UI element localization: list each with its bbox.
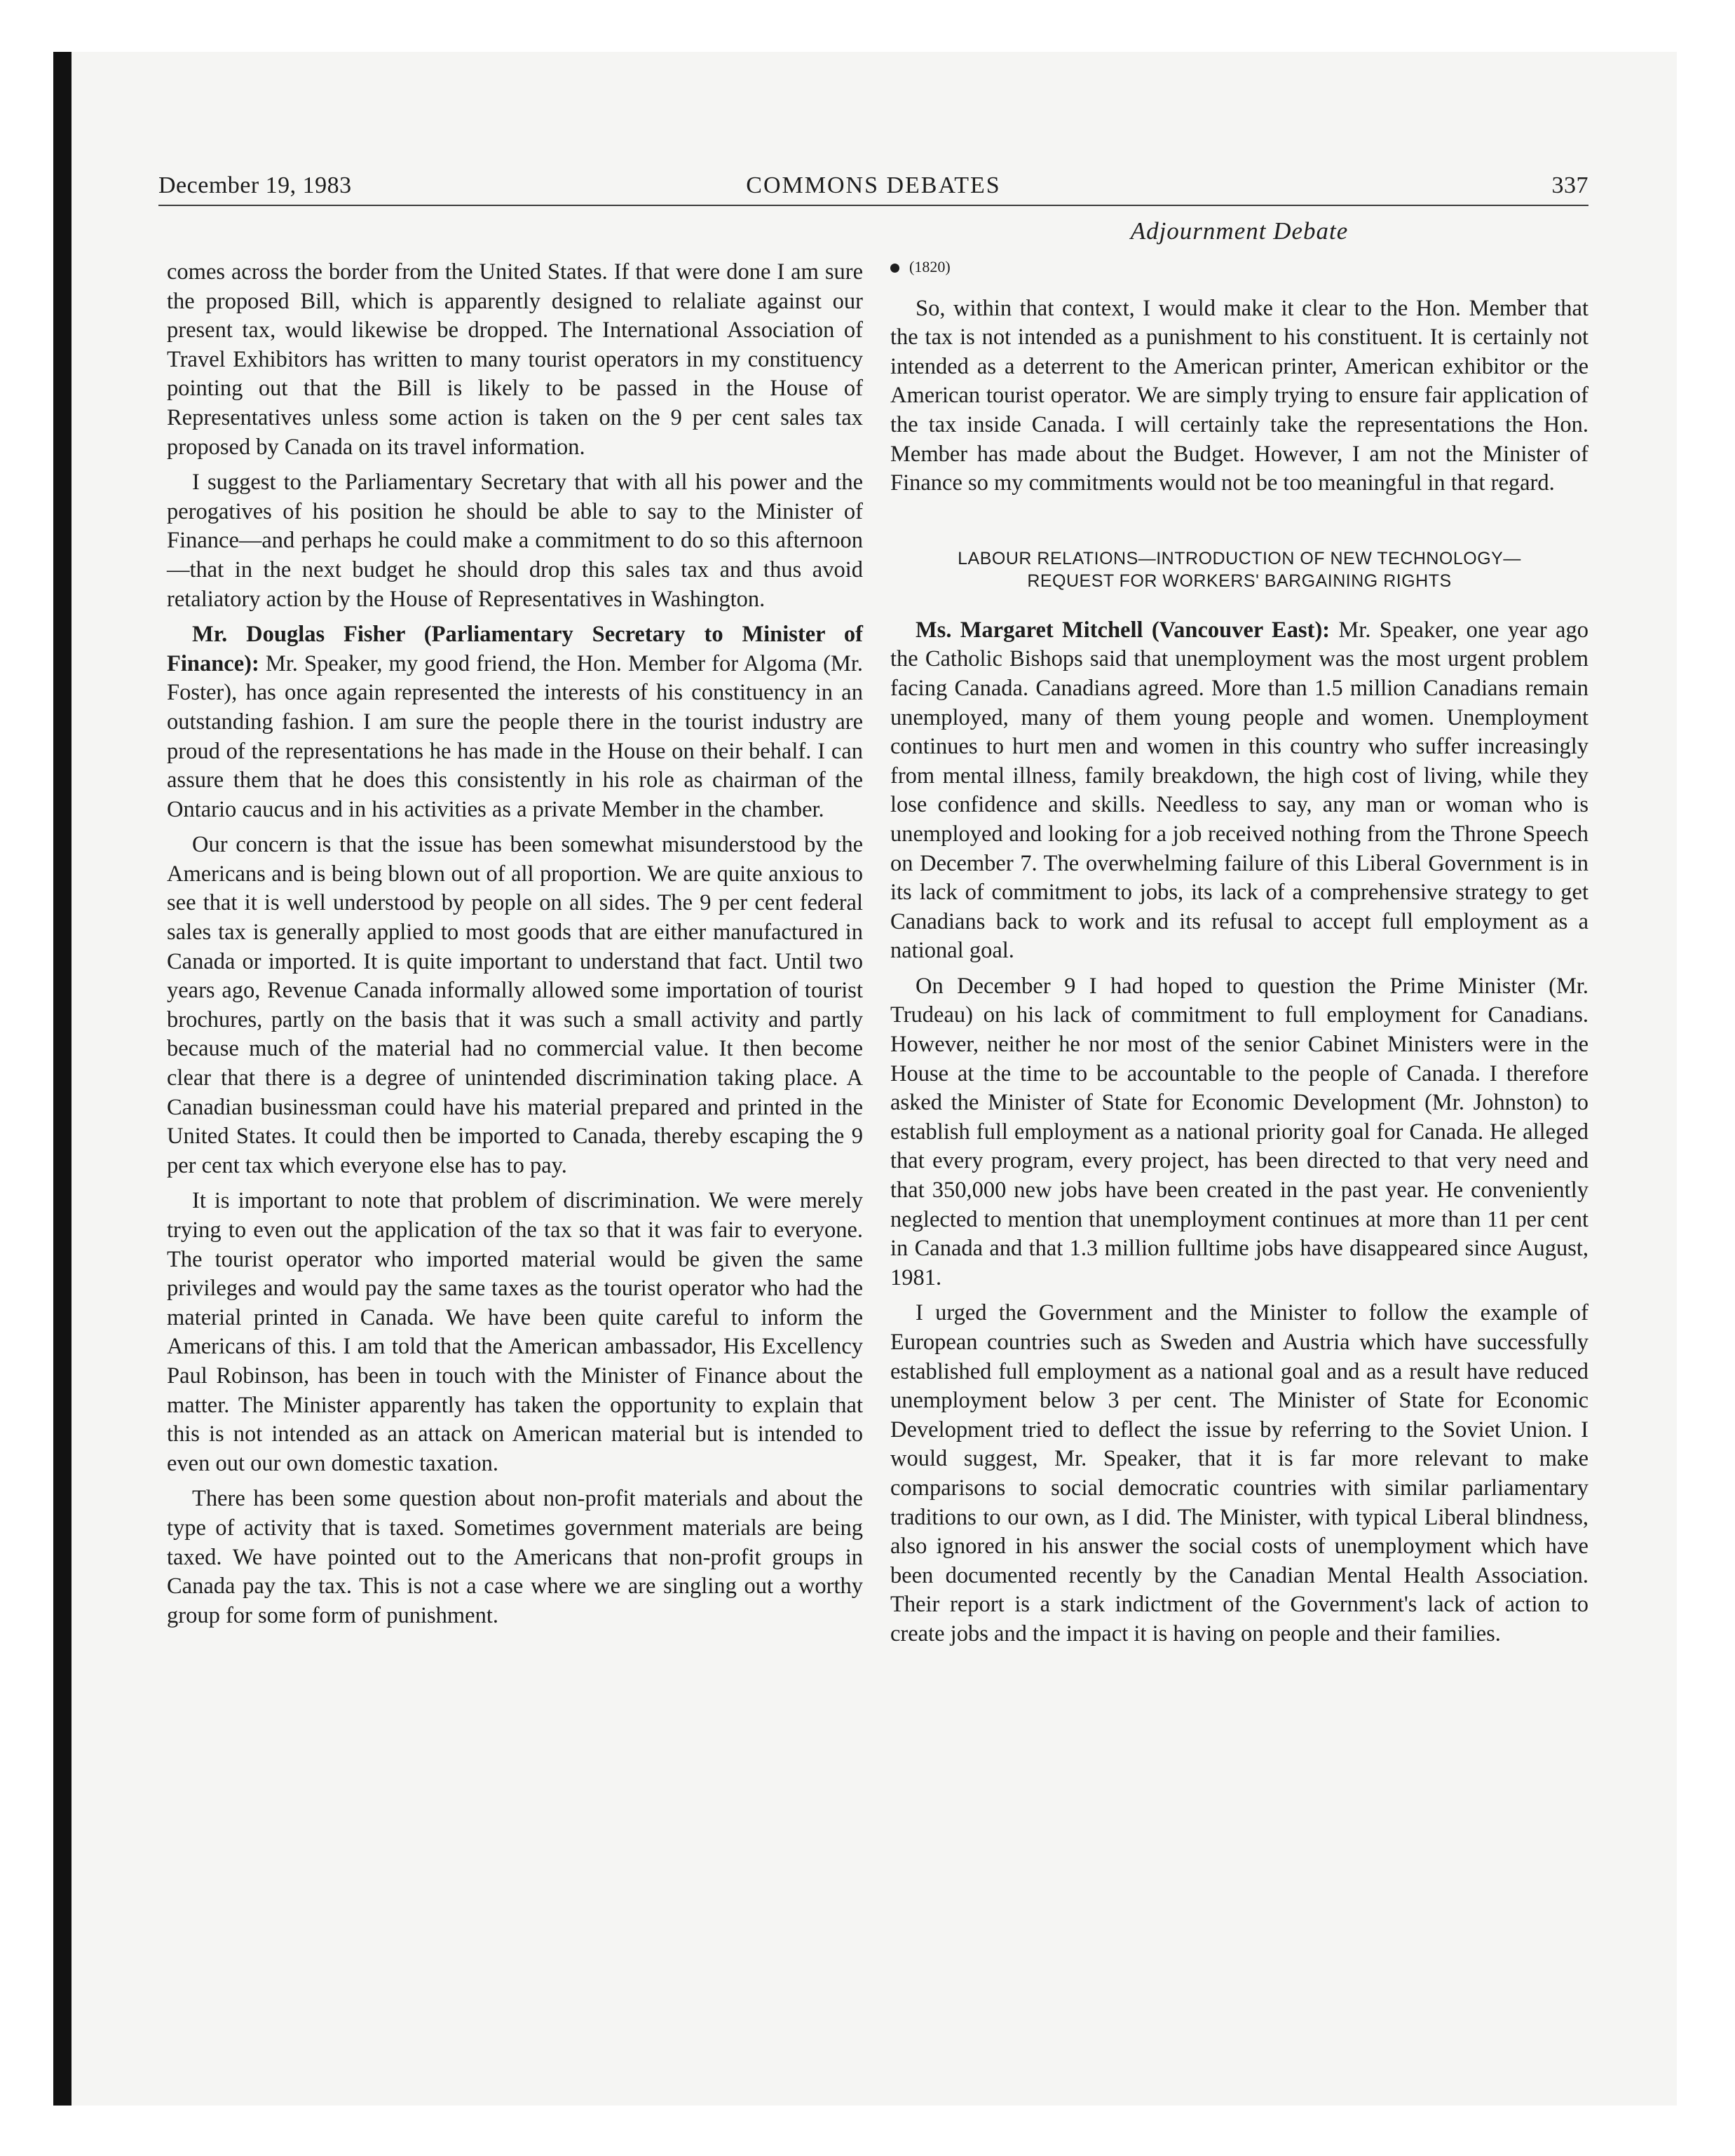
scan-edge xyxy=(53,52,72,2106)
header-date: December 19, 1983 xyxy=(158,172,352,198)
paragraph: I urged the Government and the Minister to follow the example of European countries such as Sweden and Austria which have successfully established full employment as a national goal and as a result have reduced unemployment below 3 per cent. The Minister of State for Economic Development tried to deflect the issue by referring to the Soviet Union. I would suggest, Mr. Speaker, that it is far more relevant to make comparisons to social democratic countries with similar parliamentary traditions to our own, as I did. The Minister, with typical Liberal blindness, also ignored in his answer the social costs of unemployment which have been documented recently by the Canadian Mental Health Association. Their report is a stark indictment of the Government's lack of action to create jobs and the impact it is having on people and their families. xyxy=(890,1300,1588,1646)
paragraph: On December 9 I had hoped to question the Prime Minister (Mr. Trudeau) on his lack of commitment to full employment for Canadians. However, neither he nor most of the senior Cabinet Ministers were in the House at the time to be accountable to the people of Canada. I therefore asked the Minister of State for Economic Development (Mr. Johnston) to establish full employment as a national priority goal for Canada. He alleged that every program, every project, has been directed to that very need and that 350,000 new jobs have been created in the past year. He conveniently neglected to mention that unemployment continues at more than 11 per cent in Canada and that 1.3 million fulltime jobs have disappeared since August, 1981. xyxy=(890,973,1588,1290)
paragraph: I suggest to the Parliamentary Secretary that with all his power and the perogatives of his position he should be able to say to the Minister of Finance—and perhaps he could make a commitment to do so this afternoon—that in the next budget he should drop this sales tax and thus avoid retaliatory action by the House of Representatives in Washington. xyxy=(167,470,863,612)
page-number: 337 xyxy=(1551,172,1588,198)
subject-line: REQUEST FOR WORKERS' BARGAINING RIGHTS xyxy=(1027,571,1452,591)
section-label: Adjournment Debate xyxy=(1130,217,1349,245)
speech-text: Mr. Speaker, one year ago the Catholic Bishops said that unemployment was the most urgent problem facing Canada. Canadians agreed. More than 1.5 million Canadians remain unemployed, many of them young people and women. Unemployment continues to hurt men and women in this country who suffer increasingly from mental illness, family breakdown, the high cost of living, while they lose confidence and skills. Needless to say, any man or woman who is unemployed and looking for a job received nothing from the Throne Speech on December 7. The overwhelming failure of this Liberal Government is in its lack of commitment to jobs, its lack of a comprehensive strategy to get Canadians back to work and its refusal to accept full employment as a national goal. xyxy=(890,617,1588,964)
running-header xyxy=(158,163,1588,206)
bullet-icon xyxy=(890,264,899,273)
right-column xyxy=(890,252,1588,1649)
subject-line: LABOUR RELATIONS—INTRODUCTION OF NEW TECHNOLOGY— xyxy=(958,548,1521,568)
speech-text: Mr. Speaker, my good friend, the Hon. Member for Algoma (Mr. Foster), has once again represented the interests of his constituency in an outstanding fashion. I am sure the people there in the tourist industry are proud of the representations he has made in the House on their behalf. I can assure them that he does this consistently in his role as chairman of the Ontario caucus and in his activities as a private Member in the chamber. xyxy=(167,650,863,822)
subject-heading xyxy=(890,547,1588,592)
paragraph: comes across the border from the United States. If that were done I am sure the proposed Bill, which is apparently designed to relaliate against our present tax, would likewise be dropped. The International Association of Travel Exhibitors has written to many tourist operators in my constituency pointing out that the Bill is likely to be passed in the House of Representatives unless some action is taken on the 9 per cent sales tax proposed by Canada on its travel information. xyxy=(167,259,863,460)
speech-paragraph xyxy=(167,620,863,824)
header-title: COMMONS DEBATES xyxy=(746,172,1001,198)
paragraph: So, within that context, I would make it clear to the Hon. Member that the tax is not intended as a punishment to his constituent. It is certainly not intended as a deterrent to the American printer, American exhibitor or the American tourist operator. We are simply trying to ensure fair application of the tax inside Canada. I will certainly take the representations the Hon. Member has made about the Budget. However, I am not the Minister of Finance so my commitments would not be too meaningful in that regard. xyxy=(890,295,1588,496)
left-column xyxy=(167,258,863,1630)
speech-paragraph xyxy=(890,616,1588,966)
timestamp-marker xyxy=(890,252,1588,282)
timestamp: (1820) xyxy=(909,258,951,275)
paragraph: Our concern is that the issue has been somewhat misunderstood by the Americans and is being blown out of all proportion. We are quite anxious to see that it is well understood by people on all sides. The 9 per cent federal sales tax is generally applied to most goods that are either manufactured in Canada or imported. It is quite important to understand that fact. Until two years ago, Revenue Canada informally allowed some importation of tourist brochures, partly on the basis that it was such a small activity and partly because much of the material had no commercial value. It then become clear that there is a degree of unintended discrimination taking place. A Canadian businessman could have his material prepared and printed in the United States. It could then be imported to Canada, thereby escaping the 9 per cent tax which everyone else has to pay. xyxy=(167,832,863,1178)
speaker-name: Mr. Douglas Fisher (Parliamentary Secretary to Minister of Finance): xyxy=(167,622,863,676)
paragraph: There has been some question about non-profit materials and about the type of activity that is taxed. Sometimes government materials are being taxed. We have pointed out to the Americans that non-profit groups in Canada pay the tax. This is not a case where we are singling out a worthy group for some form of punishment. xyxy=(167,1486,863,1628)
paragraph: It is important to note that problem of discrimination. We were merely trying to even out the application of the tax so that it was fair to everyone. The tourist operator who imported material would be given the same privileges and would pay the same taxes as the tourist operator who had the material printed in Canada. We have been quite careful to inform the Americans of this. I am told that the American ambassador, His Excellency Paul Robinson, has been in touch with the Minister of Finance about the matter. The Minister apparently has taken the opportunity to explain that this is not intended as an attack on American material but is intended to even out our own domestic taxation. xyxy=(167,1188,863,1476)
speaker-name: Ms. Margaret Mitchell (Vancouver East): xyxy=(916,617,1331,643)
